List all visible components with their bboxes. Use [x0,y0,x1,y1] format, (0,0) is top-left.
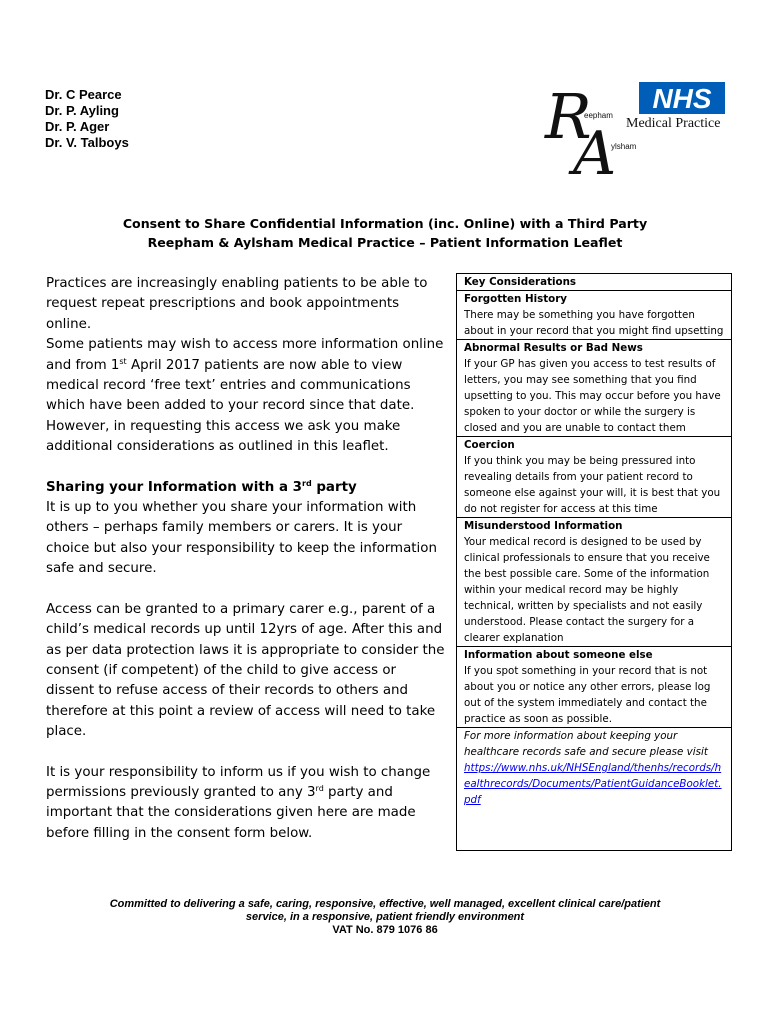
logo-aylsham: ylsham [611,142,637,151]
consideration-row [457,291,731,340]
vat-number: VAT No. 879 1076 86 [332,924,438,936]
intro-paragraph: Practices are increasingly enabling patients to be able to request repeat prescriptions and book appointments online. [46,276,428,332]
sharing-heading-text: Sharing your Information with a 3 [46,479,303,495]
consideration-row [457,340,731,437]
footer-line-1: Committed to delivering a safe, caring, responsive, effective, well managed, excellent clinical care/patient [109,898,661,910]
consideration-text: If you spot something in your record that is not about you or notice any other errors, please log out of the system immediately and contact the practice as soon as possible. [464,665,711,725]
consideration-title: Misunderstood Information [464,520,623,532]
main-text [46,274,448,844]
consideration-title: Information about someone else [464,649,653,661]
doctor-name: Dr. P. Ayling [45,103,119,118]
superscript: st [119,356,127,366]
responsibility-text: party and important that the considerations given here are made before filling in the consent form below. [46,784,416,841]
more-info-text: For more information about keeping your healthcare records safe and secure please visit [464,730,708,758]
nhs-guidance-link[interactable]: https://www.nhs.uk/NHSEngland/thenhs/records/healthrecords/Documents/PatientGuidanceBooklet.pdf [464,762,722,806]
doctor-name: Dr. C Pearce [45,87,122,102]
intro-paragraph-2 [46,335,448,457]
consideration-row [457,647,731,728]
leaflet-heading [0,214,770,252]
sharing-heading [46,478,448,498]
practice-logo-graphic [543,78,731,176]
sharing-paragraph: It is up to you whether you share your information with others – perhaps family members or carers. It is your choice but also your responsibility to keep the information safe and secure. [46,500,437,577]
logo-monogram-a: A [573,119,617,176]
consideration-title: Forgotten History [464,293,568,305]
consideration-title: Coercion [464,439,515,451]
doctor-list [45,87,129,151]
heading-line-2: Reepham & Aylsham Medical Practice – Patient Information Leaflet [147,235,623,250]
logo-practice-name: Medical Practice [626,116,721,131]
superscript: rd [315,783,324,793]
key-considerations-table [456,273,732,851]
responsibility-paragraph [46,763,448,845]
consideration-text: Your medical record is designed to be used by clinical professionals to ensure that you receive the best possible care. Some of the information within your medical record may be highly technical, written by specialists and not easily understood. Please contact the surgery for a clearer explanation [464,536,710,644]
doctor-name: Dr. V. Talboys [45,135,129,150]
practice-logo [543,78,731,176]
table-header: Key Considerations [457,274,731,291]
more-info-cell [457,728,731,808]
footer [0,898,770,937]
consideration-text: If you think you may be being pressured into revealing details from your patient record to someone else against your will, it is best that you do not register for access at this time [464,455,721,515]
responsibility-text: It is your responsibility to inform us if you wish to change permissions previously granted to any 3 [46,764,431,800]
logo-reepham: eepham [584,111,613,120]
footer-line-2: service, in a responsive, patient friendly environment [245,911,525,923]
consideration-text: There may be something you have forgotten about in your record that you might find upsetting [464,309,724,337]
consideration-text: If your GP has given you access to test results of letters, you may see something that you find upsetting to you. This may occur before you have spoken to your doctor or while the surgery is closed and you are unable to contact them [464,358,721,434]
consideration-row [457,518,731,647]
nhs-badge-text: NHS [652,83,712,114]
consideration-title: Abnormal Results or Bad News [464,342,643,354]
sharing-heading-text: party [311,479,357,495]
doctor-name: Dr. P. Ager [45,119,110,134]
intro-text: Some patients may wish to access more information online and from 1 [46,337,444,373]
access-paragraph: Access can be granted to a primary carer e.g., parent of a child’s medical records up until 12yrs of age. After this and as per data protection laws it is appropriate to consider the consent (if competent) of the child to give access or dissent to refuse access of their records to others and therefore at this point a review of access will need to take place. [46,601,445,740]
superscript: rd [302,478,312,488]
consideration-row [457,437,731,518]
intro-text: April 2017 patients are now able to view medical record ‘free text’ entries and communications which have been added to your record since that date. However, in requesting this access we ask you make additional considerations as outlined in this leaflet. [46,357,415,455]
logo-monogram-r: R [545,80,592,153]
heading-line-1: Consent to Share Confidential Information (inc. Online) with a Third Party [122,216,648,231]
